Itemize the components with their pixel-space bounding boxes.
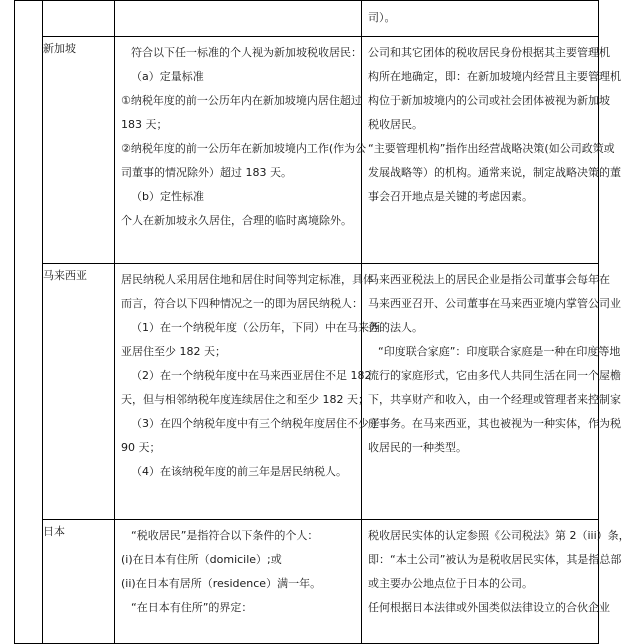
text-line: “主要管理机构”指作出经营战略决策(如公司政策或	[368, 142, 615, 155]
country-cell: 日本	[43, 520, 115, 644]
individual-criteria-cell	[115, 520, 362, 644]
text-line: 构位于新加坡境内的公司或社会团体被视为新加坡	[368, 94, 610, 107]
text-line: 庭事务。在马来西亚，其也被视为一种实体，作为税	[368, 417, 621, 430]
text-line: （3）在四个纳税年度中有三个纳税年度居住不少于	[131, 417, 380, 430]
text-line: “税收居民”是指符合以下条件的个人：	[131, 529, 319, 542]
text-line: 符合以下任一标准的个人视为新加坡税收居民：	[131, 46, 362, 59]
text-line: 个人在新加坡永久居住，合理的临时离境除外。	[121, 214, 352, 227]
text-line: 发展战略等）的机构。通常来说，制定战略决策的董	[368, 166, 621, 179]
text-line: 亚居住至少 182 天；	[121, 345, 226, 358]
text-line: 收居民的一种类型。	[368, 441, 467, 454]
text-line: 下，共享财产和收入，由一个经理或管理者来控制家	[368, 393, 621, 406]
text-line: 公司和其它团体的税收居民身份根据其主要管理机	[368, 46, 610, 59]
text-line: (ii)在日本有居所（residence）满一年。	[121, 577, 322, 590]
left-margin-cell	[15, 1, 43, 644]
table-row	[15, 520, 599, 644]
text-line: 或主要办公地点位于日本的公司。	[368, 577, 533, 590]
table-row	[15, 264, 599, 520]
tax-residency-table	[14, 0, 630, 644]
text-line: “在日本有住所”的界定：	[131, 601, 253, 614]
text-line: 税收居民。	[368, 118, 423, 131]
text-line: 务的法人。	[368, 321, 423, 334]
text-line: 183 天；	[121, 118, 168, 131]
text-line: (i)在日本有住所（domicile）;或	[121, 553, 282, 566]
text-line: ②纳税年度的前一公历年在新加坡境内工作(作为公	[121, 142, 367, 155]
text-line: 而言，符合以下四种情况之一的即为居民纳税人：	[121, 297, 363, 310]
individual-criteria-cell	[115, 1, 362, 37]
table-row	[15, 37, 599, 264]
text-line: 任何根据日本法律或外国类似法律设立的合伙企业	[368, 601, 610, 614]
entity-criteria-cell	[362, 264, 621, 520]
text-line: “印度联合家庭”：印度联合家庭是一种在印度等地	[378, 345, 621, 358]
country-cell	[43, 1, 115, 37]
entity-criteria-cell	[362, 1, 599, 37]
text-line: 司董事的情况除外）超过 183 天。	[121, 166, 292, 179]
text-line: 事会召开地点是关键的考虑因素。	[368, 190, 533, 203]
text-line: 马来西亚召开、公司董事在马来西亚境内掌管公司业	[368, 297, 621, 310]
entity-criteria-cell	[362, 37, 621, 264]
text-line: （b）定性标准	[131, 190, 204, 203]
entity-criteria-cell	[362, 520, 630, 644]
text-line: 马来西亚税法上的居民企业是指公司董事会每年在	[368, 273, 610, 286]
text-line: 流行的家庭形式，它由多代人共同生活在同一个屋檐	[368, 369, 621, 382]
text-line: （2）在一个纳税年度中在马来西亚居住不足 182	[131, 369, 372, 382]
text-line: 司）。	[368, 11, 396, 24]
text-line: 税收居民实体的认定参照《公司税法》第 2（iii）条，	[368, 529, 630, 542]
text-line: ①纳税年度的前一公历年内在新加坡境内居住超过	[121, 94, 362, 107]
text-line: 居民纳税人采用居住地和居住时间等判定标准，具体	[121, 273, 374, 286]
country-cell: 马来西亚	[43, 264, 115, 520]
text-line: （a）定量标准	[131, 70, 204, 83]
table-row	[15, 1, 599, 37]
text-line: 天，但与相邻纳税年度连续居住之和至少 182 天；	[121, 393, 369, 406]
text-line: （1）在一个纳税年度（公历年，下同）中在马来西	[131, 321, 380, 334]
country-cell: 新加坡	[43, 37, 115, 264]
text-line: （4）在该纳税年度的前三年是居民纳税人。	[131, 465, 347, 478]
individual-criteria-cell	[115, 264, 380, 520]
text-line: 构所在地确定，即：在新加坡境内经营且主要管理机	[368, 70, 621, 83]
individual-criteria-cell	[115, 37, 367, 264]
text-line: 90 天；	[121, 441, 161, 454]
text-line: 即：“本土公司”被认为是税收居民实体，其是指总部	[368, 553, 622, 566]
